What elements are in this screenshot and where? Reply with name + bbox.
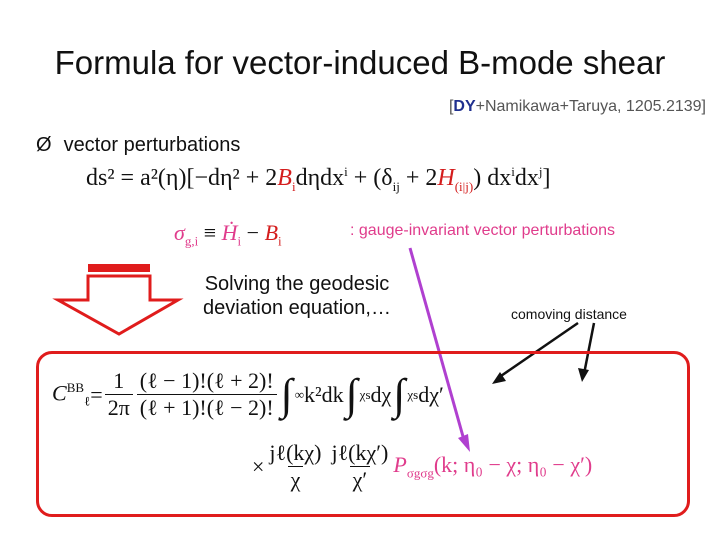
solving-note: Solving the geodesic deviation equation,… bbox=[203, 273, 391, 319]
metric-equation: $ds^2 = a^2(\eta)[-d\eta^2 + 2B_id\eta dx^i + (\delta_{ij} + 2H_{(i|j)})$ $dx^idx^j$] bbox=[86, 164, 551, 194]
citation-open: [ bbox=[448, 98, 454, 115]
frac-j2: $\frac{\text{jℓ(kχ′)}}{\chi'}$ bbox=[331, 440, 389, 492]
slide-title: Formula for vector-induced B-mode shear bbox=[54, 44, 666, 81]
frac-factorials: $\frac{\text{(ℓ − 1)!(ℓ + 2)!}}{\text{(ℓ + 1)!(ℓ − 2)!}}$ bbox=[137, 368, 277, 421]
metric-H: $H_{(i|j)}$ bbox=[437, 165, 474, 194]
power-spectrum-formula: × $\frac{\text{jℓ(kχ)}}{\chi}$ $\frac{\text{jℓ(kχ′)}}{\chi'}$ $P_{\sigma g\sigma g}(k$; η₀ − χ; η₀ − χ′) bbox=[252, 440, 593, 492]
power-spectrum-P: $P_{\sigma g\sigma g}(k$; η₀ − χ; η₀ − χ′) bbox=[393, 451, 593, 481]
sigma-equation: $\sigma_{g,i}$ ≡ Ḣ$_i$ − $B_i$ bbox=[174, 220, 282, 249]
bullet-text: vector perturbations bbox=[63, 134, 241, 156]
frac-half: $\frac{1}{2\pi}$ bbox=[105, 368, 133, 421]
citation-authors: DY bbox=[453, 98, 476, 115]
frac-j1: $\frac{\text{jℓ(kχ)}}{\chi}$ bbox=[269, 440, 322, 492]
bullet-arrow-icon: Ø bbox=[36, 134, 52, 156]
cl-formula: $C^{BB}_\ell$ = $\frac{1}{2\pi}$ $\frac{\text{(ℓ − 1)!(ℓ + 2)!}}{\text{(ℓ + 1)!(ℓ − 2)!}}$ ∫ ∞ k²dk ∫ χs dχ ∫ χs dχ′ bbox=[52, 368, 444, 420]
block-down-arrow-icon bbox=[58, 264, 178, 334]
gauge-invariant-label: : gauge-invariant vector perturbations bbox=[350, 222, 616, 239]
comoving-distance-label: comoving distance bbox=[511, 306, 627, 322]
metric-B: $B_i$ bbox=[277, 165, 296, 194]
citation-rest: +Namikawa+Taruya, 1205.2139] bbox=[475, 98, 706, 115]
